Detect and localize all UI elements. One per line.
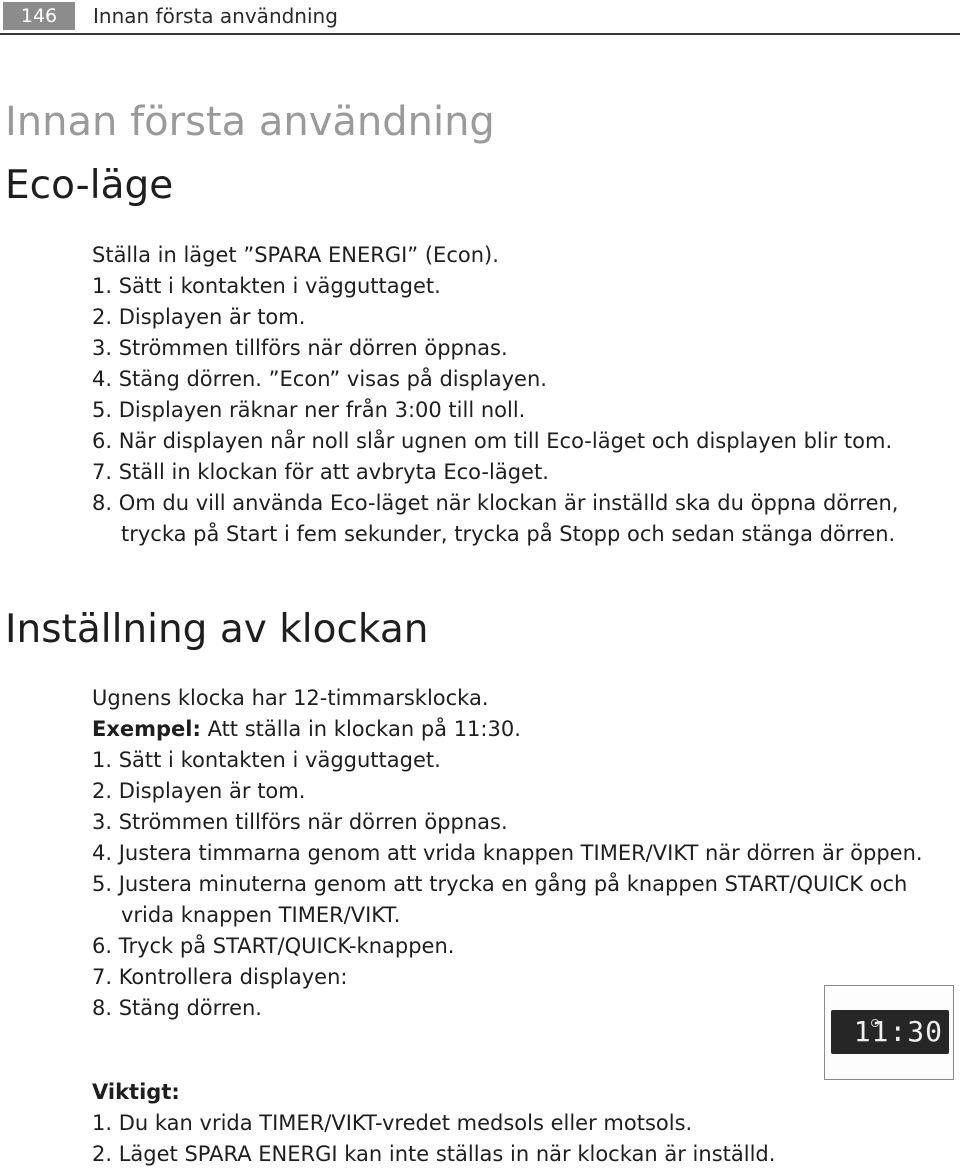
page-number: 146 [3,2,75,30]
clock-step: 8. Stäng dörren. [92,996,262,1020]
eco-step-continuation: trycka på Start i fem sekunder, trycka på Stopp och sedan stänga dörren. [121,522,896,546]
eco-heading: Eco-läge [5,163,174,208]
clock-step: 4. Justera timmarna genom att vrida knappen TIMER/VIKT när dörren är öppen. [92,841,923,865]
clock-section [92,683,952,1024]
clock-step: 5. Justera minuterna genom att trycka en gång på knappen START/QUICK och [92,872,908,896]
clock-intro: Ugnens klocka har 12-timmarsklocka. [92,686,489,710]
clock-step: 6. Tryck på START/QUICK-knappen. [92,934,455,958]
eco-step: 5. Displayen räknar ner från 3:00 till noll. [92,398,526,422]
example-text: Att ställa in klockan på 11:30. [200,717,521,741]
eco-section [92,240,952,550]
clock-step: 7. Kontrollera displayen: [92,965,348,989]
important-section [92,1077,952,1170]
running-header-title: Innan första användning [93,4,338,28]
clock-step: 3. Strömmen tillförs när dörren öppnas. [92,810,508,834]
eco-step: 4. Stäng dörren. ”Econ” visas på displayen. [92,367,547,391]
eco-step: 1. Sätt i kontakten i vägguttaget. [92,274,441,298]
display-screen [831,1010,949,1054]
clock-heading: Inställning av klockan [5,607,429,652]
important-item: 2. Läget SPARA ENERGI kan inte ställas in när klockan är inställd. [92,1142,776,1166]
important-item: 1. Du kan vrida TIMER/VIKT-vredet medsols eller motsols. [92,1111,693,1135]
eco-step: 7. Ställ in klockan för att avbryta Eco-läget. [92,460,549,484]
important-heading: Viktigt: [92,1080,180,1104]
page-header [0,0,960,36]
eco-step: 2. Displayen är tom. [92,305,306,329]
display-illustration [824,985,954,1080]
eco-step: 6. När displayen når noll slår ugnen om till Eco-läget och displayen blir tom. [92,429,893,453]
header-divider [0,33,960,35]
display-time: 11:30 [853,1015,943,1048]
clock-step-continuation: vrida knappen TIMER/VIKT. [121,903,401,927]
eco-intro: Ställa in läget ”SPARA ENERGI” (Econ). [92,243,499,267]
eco-step: 3. Strömmen tillförs när dörren öppnas. [92,336,508,360]
clock-step: 2. Displayen är tom. [92,779,306,803]
eco-step: 8. Om du vill använda Eco-läget när klockan är inställd ska du öppna dörren, [92,491,899,515]
clock-example [92,714,952,745]
page-title: Innan första användning [5,99,495,145]
clock-step: 1. Sätt i kontakten i vägguttaget. [92,748,441,772]
example-label: Exempel: [92,717,201,741]
